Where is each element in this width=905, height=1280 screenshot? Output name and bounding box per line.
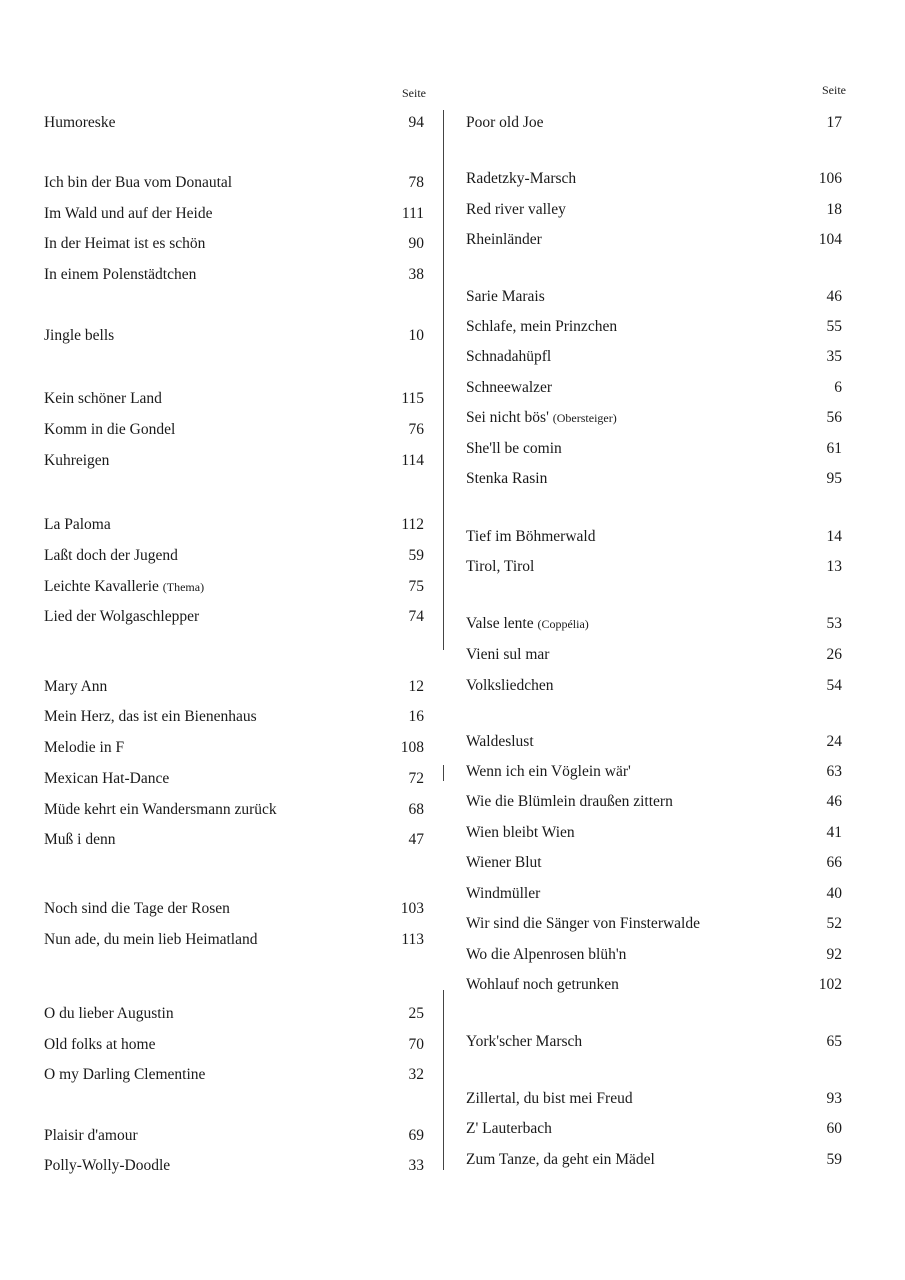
index-entry	[462, 286, 846, 308]
entry-title-text: Radetzky-Marsch	[466, 170, 577, 187]
entry-page-number: 72	[408, 770, 424, 787]
entry-title-text: Mary Ann	[44, 678, 108, 695]
column-divider-mark	[443, 765, 444, 781]
entry-title	[466, 761, 631, 783]
entry-title-text: Ich bin der Bua vom Donautal	[44, 174, 233, 191]
entry-title-text: York'scher Marsch	[466, 1033, 583, 1050]
entry-page-number: 53	[826, 615, 842, 632]
entry-title-text: Lied der Wolgaschlepper	[44, 608, 200, 625]
index-entry	[462, 168, 846, 190]
entry-page-number: 54	[826, 677, 842, 694]
entry-title	[44, 606, 199, 628]
entry-title	[44, 545, 178, 567]
index-entry	[462, 316, 846, 338]
entry-page-number: 90	[408, 235, 424, 252]
entry-title	[44, 325, 114, 347]
entry-title-text: Wohlauf noch getrunken	[466, 976, 619, 993]
index-entry	[40, 233, 428, 255]
entry-title	[44, 264, 196, 286]
entry-title	[466, 675, 554, 697]
entry-title-text: Kein schöner Land	[44, 390, 162, 407]
index-entry	[462, 974, 846, 996]
entry-page-number: 66	[826, 854, 842, 871]
entry-page-number: 103	[400, 900, 424, 917]
entry-title-text: Plaisir d'amour	[44, 1127, 138, 1144]
entry-title-text: Wie die Blümlein draußen zittern	[466, 793, 673, 810]
index-entry	[462, 112, 846, 134]
entry-title	[44, 799, 277, 821]
entry-title	[466, 407, 617, 429]
entry-title	[466, 913, 700, 935]
index-entry	[40, 737, 428, 759]
entry-page-number: 108	[400, 739, 424, 756]
entry-page-number: 17	[826, 114, 842, 131]
entry-title	[466, 468, 547, 490]
entry-page-number: 6	[834, 379, 842, 396]
entry-title-text: Wo die Alpenrosen blüh'n	[466, 946, 627, 963]
entry-page-number: 35	[826, 348, 842, 365]
entry-page-number: 74	[408, 608, 424, 625]
entry-title-text: Jingle bells	[44, 327, 115, 344]
index-entry	[462, 883, 846, 905]
entry-title-text: She'll be comin	[466, 440, 562, 457]
entry-page-number: 68	[408, 801, 424, 818]
entry-page-number: 12	[408, 678, 424, 695]
entry-title	[466, 974, 619, 996]
entry-page-number: 78	[408, 174, 424, 191]
entry-title	[44, 898, 230, 920]
index-entry	[462, 468, 846, 490]
index-entry	[40, 1125, 428, 1147]
entry-page-number: 95	[826, 470, 842, 487]
entry-title	[466, 852, 542, 874]
entry-title-text: Wenn ich ein Vöglein wär'	[466, 763, 631, 780]
entry-title	[466, 1031, 582, 1053]
entry-title	[466, 731, 534, 753]
index-entry	[462, 944, 846, 966]
index-entry	[40, 706, 428, 728]
entry-page-number: 92	[826, 946, 842, 963]
entry-page-number: 46	[826, 793, 842, 810]
index-entry	[40, 1155, 428, 1177]
index-entry	[40, 1003, 428, 1025]
entry-page-number: 112	[401, 516, 424, 533]
entry-title	[44, 450, 109, 472]
entry-title	[466, 556, 534, 578]
entry-page-number: 46	[826, 288, 842, 305]
entry-title	[466, 1149, 655, 1171]
entry-title	[466, 613, 589, 635]
entry-title	[44, 112, 115, 134]
entry-title-text: Zum Tanze, da geht ein Mädel	[466, 1151, 655, 1168]
index-entry	[462, 407, 846, 429]
index-entry	[462, 675, 846, 697]
entry-title	[44, 706, 257, 728]
entry-note: (Obersteiger)	[552, 411, 617, 425]
entry-page-number: 55	[826, 318, 842, 335]
entry-page-number: 25	[408, 1005, 424, 1022]
entry-title-text: O du lieber Augustin	[44, 1005, 174, 1022]
entry-page-number: 10	[408, 327, 424, 344]
entry-title-text: Windmüller	[466, 885, 541, 902]
index-entry	[40, 450, 428, 472]
entry-title-text: Z' Lauterbach	[466, 1120, 552, 1137]
index-entry	[40, 545, 428, 567]
index-entry	[40, 325, 428, 347]
entry-title-text: In einem Polenstädtchen	[44, 266, 197, 283]
entry-title-text: Stenka Rasin	[466, 470, 548, 487]
entry-title-text: Zillertal, du bist mei Freud	[466, 1090, 633, 1107]
index-entry	[462, 229, 846, 251]
entry-title	[466, 1118, 552, 1140]
entry-title-text: Im Wald und auf der Heide	[44, 205, 213, 222]
index-entry	[462, 377, 846, 399]
entry-title	[44, 1064, 205, 1086]
index-entry	[40, 1064, 428, 1086]
entry-title	[44, 576, 204, 598]
entry-title-text: Komm in die Gondel	[44, 421, 176, 438]
entry-page-number: 56	[826, 409, 842, 426]
index-entry	[40, 112, 428, 134]
index-entry	[462, 852, 846, 874]
entry-page-number: 52	[826, 915, 842, 932]
entry-title	[44, 929, 258, 951]
entry-title	[466, 229, 542, 251]
entry-title	[44, 676, 107, 698]
entry-title-text: Vieni sul mar	[466, 646, 550, 663]
entry-page-number: 32	[408, 1066, 424, 1083]
entry-title-text: Volksliedchen	[466, 677, 554, 694]
index-entry	[462, 613, 846, 635]
entry-page-number: 93	[826, 1090, 842, 1107]
entry-title	[466, 791, 673, 813]
index-entry	[40, 799, 428, 821]
entry-title	[466, 199, 566, 221]
entry-title-text: Polly-Wolly-Doodle	[44, 1157, 171, 1174]
entry-page-number: 70	[408, 1036, 424, 1053]
entry-title-text: Humoreske	[44, 114, 116, 131]
entry-page-number: 111	[401, 205, 424, 222]
entry-title	[466, 168, 576, 190]
index-entry	[40, 576, 428, 598]
entry-title	[466, 883, 540, 905]
entry-page-number: 63	[826, 763, 842, 780]
index-entry	[40, 419, 428, 441]
index-entry	[462, 913, 846, 935]
entry-title-text: La Paloma	[44, 516, 111, 533]
index-entry	[462, 1118, 846, 1140]
index-entry	[40, 606, 428, 628]
entry-title-text: Sarie Marais	[466, 288, 545, 305]
entry-page-number: 14	[826, 528, 842, 545]
entry-page-number: 24	[826, 733, 842, 750]
entry-page-number: 106	[818, 170, 842, 187]
entry-title	[466, 944, 626, 966]
entry-note: (Coppélia)	[537, 617, 589, 631]
entry-title-text: Noch sind die Tage der Rosen	[44, 900, 230, 917]
entry-page-number: 61	[826, 440, 842, 457]
index-entry	[462, 199, 846, 221]
index-entry	[462, 644, 846, 666]
entry-page-number: 60	[826, 1120, 842, 1137]
entry-title	[466, 346, 551, 368]
entry-title	[466, 112, 544, 134]
entry-title	[466, 377, 552, 399]
entry-title	[466, 316, 617, 338]
index-entry	[40, 1034, 428, 1056]
seite-header-right: Seite	[822, 83, 846, 97]
entry-title-text: Wien bleibt Wien	[466, 824, 575, 841]
index-entry	[462, 822, 846, 844]
entry-page-number: 41	[826, 824, 842, 841]
entry-page-number: 75	[408, 578, 424, 595]
entry-page-number: 115	[401, 390, 424, 407]
entry-title-text: Schnadahüpfl	[466, 348, 552, 365]
index-entry	[462, 731, 846, 753]
entry-page-number: 18	[826, 201, 842, 218]
index-entry	[40, 829, 428, 851]
entry-title	[44, 388, 162, 410]
entry-note: (Thema)	[162, 580, 205, 594]
entry-title	[44, 737, 124, 759]
entry-title-text: Tirol, Tirol	[466, 558, 535, 575]
index-entry	[462, 438, 846, 460]
entry-title	[44, 1003, 174, 1025]
entry-page-number: 69	[408, 1127, 424, 1144]
entry-page-number: 33	[408, 1157, 424, 1174]
entry-title-text: In der Heimat ist es schön	[44, 235, 206, 252]
entry-title	[466, 526, 595, 548]
entry-title-text: Laßt doch der Jugend	[44, 547, 178, 564]
index-entry	[462, 1088, 846, 1110]
column-divider-upper	[443, 110, 444, 650]
index-entry	[462, 1149, 846, 1171]
index-entry	[40, 172, 428, 194]
index-entry	[40, 898, 428, 920]
entry-title	[44, 203, 212, 225]
entry-title	[466, 644, 549, 666]
index-entry	[40, 203, 428, 225]
entry-title-text: Nun ade, du mein lieb Heimatland	[44, 931, 258, 948]
index-entry	[40, 768, 428, 790]
entry-title-text: Melodie in F	[44, 739, 125, 756]
entry-title	[466, 438, 562, 460]
column-divider-lower	[443, 990, 444, 1170]
entry-title-text: Muß i denn	[44, 831, 116, 848]
entry-title	[44, 768, 169, 790]
entry-title	[466, 822, 575, 844]
entry-title-text: Wiener Blut	[466, 854, 542, 871]
entry-title-text: Müde kehrt ein Wandersmann zurück	[44, 801, 277, 818]
entry-title-text: Red river valley	[466, 201, 566, 218]
index-entry	[40, 388, 428, 410]
entry-page-number: 114	[401, 452, 424, 469]
entry-title-text: Valse lente	[466, 615, 534, 632]
entry-title-text: Wir sind die Sänger von Finsterwalde	[466, 915, 700, 932]
entry-page-number: 104	[818, 231, 842, 248]
seite-header-left: Seite	[402, 86, 426, 100]
entry-title	[44, 1034, 156, 1056]
entry-title-text: Tief im Böhmerwald	[466, 528, 596, 545]
entry-title-text: Schneewalzer	[466, 379, 553, 396]
entry-title-text: Rheinländer	[466, 231, 542, 248]
entry-title-text: Kuhreigen	[44, 452, 110, 469]
entry-page-number: 47	[408, 831, 424, 848]
entry-page-number: 59	[826, 1151, 842, 1168]
entry-title-text: Leichte Kavallerie	[44, 578, 159, 595]
index-entry	[40, 676, 428, 698]
entry-page-number: 102	[818, 976, 842, 993]
entry-page-number: 76	[408, 421, 424, 438]
entry-title	[466, 1088, 633, 1110]
index-entry	[462, 346, 846, 368]
entry-title	[44, 419, 175, 441]
entry-title-text: Old folks at home	[44, 1036, 156, 1053]
index-entry	[462, 1031, 846, 1053]
entry-title-text: Mexican Hat-Dance	[44, 770, 170, 787]
entry-title	[44, 172, 232, 194]
entry-page-number: 40	[826, 885, 842, 902]
entry-title-text: Poor old Joe	[466, 114, 544, 131]
index-entry	[462, 526, 846, 548]
entry-page-number: 65	[826, 1033, 842, 1050]
entry-page-number: 16	[408, 708, 424, 725]
index-entry	[462, 791, 846, 813]
entry-title-text: O my Darling Clementine	[44, 1066, 206, 1083]
index-entry	[462, 761, 846, 783]
entry-title-text: Schlafe, mein Prinzchen	[466, 318, 618, 335]
entry-title	[44, 1155, 170, 1177]
entry-page-number: 26	[826, 646, 842, 663]
entry-title	[44, 1125, 138, 1147]
entry-title-text: Sei nicht bös'	[466, 409, 549, 426]
entry-title	[44, 829, 115, 851]
index-entry	[462, 556, 846, 578]
entry-title	[44, 233, 205, 255]
entry-title	[44, 514, 111, 536]
index-entry	[40, 929, 428, 951]
entry-title	[466, 286, 545, 308]
entry-page-number: 13	[826, 558, 842, 575]
entry-title-text: Mein Herz, das ist ein Bienenhaus	[44, 708, 257, 725]
entry-page-number: 59	[408, 547, 424, 564]
entry-page-number: 94	[408, 114, 424, 131]
entry-title-text: Waldeslust	[466, 733, 534, 750]
entry-page-number: 38	[408, 266, 424, 283]
index-entry	[40, 264, 428, 286]
index-entry	[40, 514, 428, 536]
entry-page-number: 113	[401, 931, 424, 948]
